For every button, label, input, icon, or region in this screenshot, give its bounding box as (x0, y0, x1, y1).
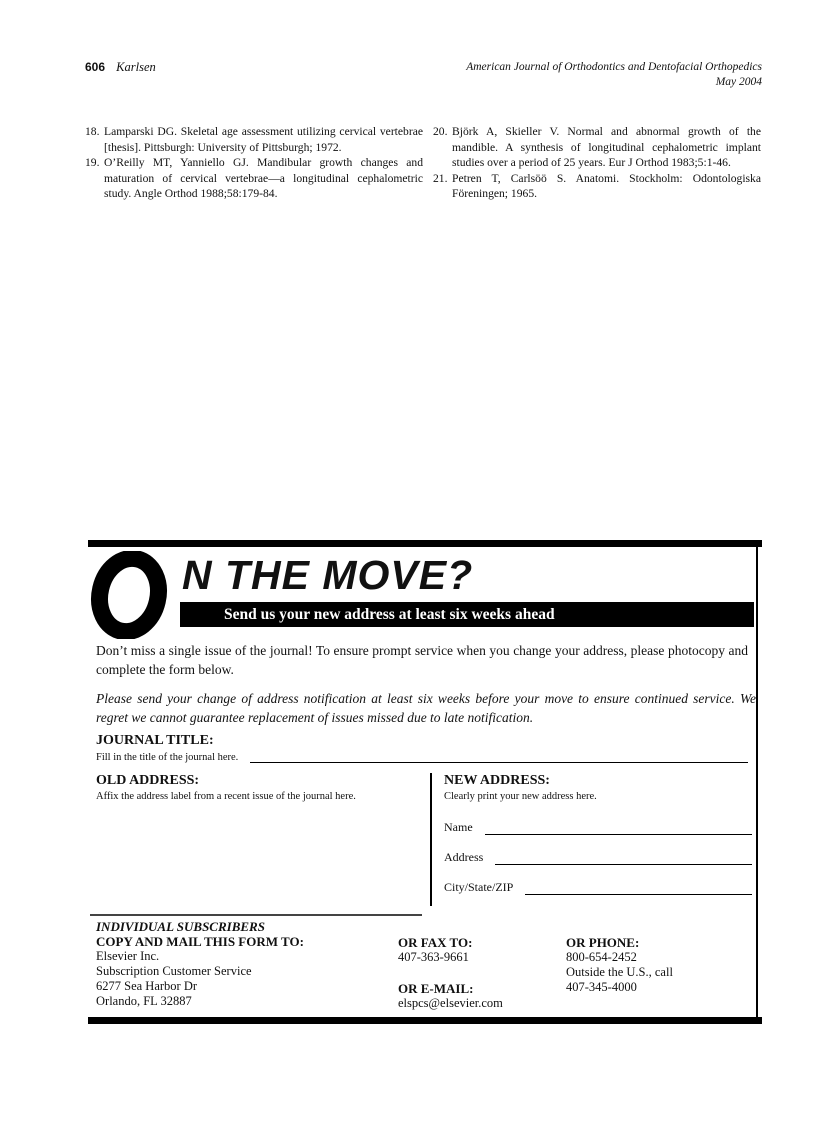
running-head-right (466, 60, 762, 89)
mail-line-3: 6277 Sea Harbor Dr (96, 979, 198, 993)
individual-subscribers-title: INDIVIDUAL SUBSCRIBERS (96, 919, 265, 934)
spacer (398, 965, 503, 981)
reference-20 (433, 124, 761, 171)
running-head-left (85, 60, 156, 75)
phone-number: 800-654-2452 (566, 950, 637, 964)
address-writeline (495, 853, 752, 865)
name-field-row (444, 820, 752, 835)
phone-note: Outside the U.S., call (566, 965, 673, 979)
reference-number: 21. (433, 171, 448, 185)
journal-title-row (96, 750, 748, 763)
phone-number-2: 407-345-4000 (566, 980, 637, 994)
journal-name: American Journal of Orthodontics and Dentofacial Orthopedics (466, 61, 762, 73)
form-bottom-rule (88, 1017, 762, 1024)
subscribers-divider-rule (90, 914, 422, 916)
new-address-block (430, 773, 752, 906)
journal-title-hint: Fill in the title of the journal here. (96, 752, 239, 763)
reference-21 (433, 171, 761, 202)
old-address-label: OLD ADDRESS: (96, 773, 200, 788)
phone-column (566, 935, 673, 995)
subscribers-contact-section (96, 919, 754, 1015)
address-field-label: Address (444, 850, 484, 864)
form-right-border (756, 547, 758, 1017)
reference-19 (85, 155, 423, 202)
form-notice-text: Please send your change of address notification at least six weeks before your move to ensure continued service. We regret we cannot guarantee replacement of issues missed due to late notification. (96, 691, 756, 725)
change-of-address-form (88, 540, 762, 1024)
mail-line-2: Subscription Customer Service (96, 964, 252, 978)
email-address: elspcs@elsevier.com (398, 996, 503, 1010)
phone-heading: OR PHONE: (566, 935, 640, 950)
form-top-rule (88, 540, 762, 547)
reference-number: 19. (85, 156, 100, 170)
journal-title-label: JOURNAL TITLE: (96, 733, 214, 748)
mail-line-1: Elsevier Inc. (96, 949, 160, 963)
form-headline: N THE MOVE? (182, 552, 474, 598)
reference-text: Lamparski DG. Skeletal age assessment utilizing cervical vertebrae [thesis]. Pittsburgh: University of Pittsburgh; 1972. (104, 125, 423, 154)
fax-email-column (398, 935, 503, 1011)
copy-mail-heading: COPY AND MAIL THIS FORM TO: (96, 934, 304, 949)
form-banner: Send us your new address at least six weeks ahead (180, 602, 754, 627)
address-section (96, 773, 752, 906)
address-field-row (444, 850, 752, 865)
old-address-hint: Affix the address label from a recent issue of the journal here. (96, 791, 356, 802)
reference-text: Petren T, Carlsöö S. Anatomi. Stockholm: Odontologiska Föreningen; 1965. (452, 171, 761, 201)
new-address-hint: Clearly print your new address here. (444, 791, 597, 802)
reference-18 (85, 124, 423, 155)
reference-text: Björk A, Skieller V. Normal and abnormal growth of the mandible. A synthesis of longitudinal cephalometric implant studies over a period of 25 years. Eur J Orthod 1983;5:1-46. (452, 125, 761, 170)
name-writeline (485, 823, 752, 835)
author-name: Karlsen (116, 60, 156, 74)
fax-heading: OR FAX TO: (398, 935, 473, 950)
reference-number: 18. (85, 125, 100, 138)
fax-number: 407-363-9661 (398, 950, 469, 964)
page-number: 606 (85, 60, 106, 74)
reference-number: 20. (433, 125, 448, 138)
references-right-column (433, 124, 761, 202)
form-intro-text: Don’t miss a single issue of the journal! To ensure prompt service when you change your address, please photocopy and complete the form below. (96, 643, 748, 677)
mail-line-4: Orlando, FL 32887 (96, 994, 192, 1008)
city-state-zip-writeline (525, 883, 752, 895)
city-state-zip-field-row (444, 880, 752, 895)
email-heading: OR E-MAIL: (398, 981, 474, 996)
reference-text: O’Reilly MT, Yanniello GJ. Mandibular growth changes and maturation of cervical vertebrae—a longitudinal cephalometric study. Angle Orthod 1988;58:179-84. (104, 156, 423, 201)
issue-date: May 2004 (715, 75, 762, 88)
name-field-label: Name (444, 820, 473, 834)
references-left-column (85, 124, 423, 202)
old-address-block (96, 773, 430, 906)
new-address-label: NEW ADDRESS: (444, 773, 550, 788)
big-o-logo-icon (88, 551, 170, 639)
mail-column (96, 919, 304, 1009)
journal-title-writeline (250, 750, 748, 763)
city-state-zip-field-label: City/State/ZIP (444, 880, 514, 894)
